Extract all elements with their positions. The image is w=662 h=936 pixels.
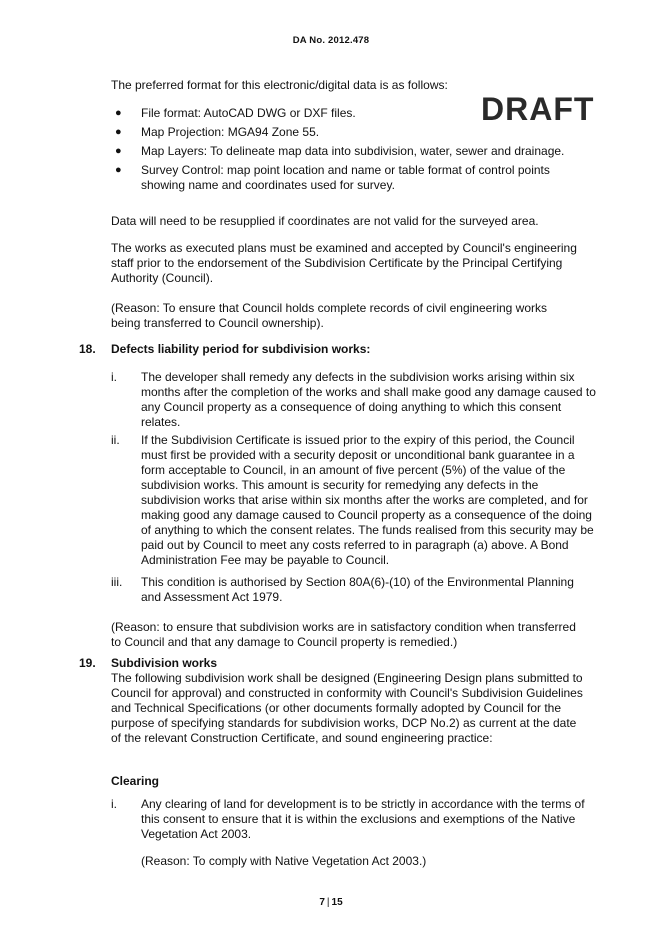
bullet-icon: ●	[115, 107, 122, 119]
draft-stamp: DRAFT	[481, 91, 595, 127]
page-separator: |	[326, 897, 330, 908]
page-number	[0, 895, 662, 910]
clearing-subheading: Clearing	[111, 774, 160, 788]
bullet-text: Survey Control: map point location and name or table format of control points showing name and coordinates used for survey.	[141, 163, 550, 192]
section-19-number: 19.	[79, 656, 96, 670]
section-19-reason: (Reason: To comply with Native Vegetation Act 2003.)	[141, 854, 427, 868]
reason-records-paragraph: (Reason: To ensure that Council holds complete records of civil engineering works being transferred to Council ownership).	[111, 301, 548, 330]
section-19-title: Subdivision works	[111, 656, 218, 670]
item-numeral: iii.	[111, 575, 123, 589]
bullet-icon: ●	[115, 126, 122, 138]
item-numeral: i.	[111, 797, 117, 811]
item-text: This condition is authorised by Section 80A(6)-(10) of the Environmental Planning and Assessment Act 1979.	[141, 575, 574, 604]
current-page: 7	[319, 897, 325, 908]
bullet-item	[113, 144, 583, 159]
item-numeral: i.	[111, 370, 117, 384]
bullet-icon: ●	[115, 145, 122, 157]
item-text: The developer shall remedy any defects in the subdivision works arising within six months after the completion of the works and shall make good any damage caused to any Council property as a consequence of doing anything to which this consent relates.	[141, 370, 596, 429]
item-text: If the Subdivision Certificate is issued prior to the expiry of this period, the Council must first be provided with a security deposit or unconditional bank guarantee in a form acceptable to Council, in an amount of five percent (5%) of the value of the subdivision works. This amount is security for remedying any defects in the subdivision works that arise within six months after the works are completed, and for making good any damage caused to Council property as a consequence of the doing of anything to which the consent relates. The funds realised from this security may be paid out by Council to meet any costs referred to in paragraph (a) above. A Bond Administration Fee may be payable to Council.	[141, 433, 594, 567]
item-numeral: ii.	[111, 433, 120, 447]
intro-paragraph: The preferred format for this electronic/digital data is as follows:	[111, 78, 448, 92]
bullet-text: File format: AutoCAD DWG or DXF files.	[141, 106, 356, 120]
bullet-item	[113, 106, 583, 121]
bullet-icon: ●	[115, 164, 122, 176]
works-executed-paragraph: The works as executed plans must be examined and accepted by Council's engineering staff prior to the endorsement of the Subdivision Certificate by the Principal Certifying Authority (Council).	[111, 241, 577, 285]
bullet-text: Map Projection: MGA94 Zone 55.	[141, 125, 320, 139]
bullet-item	[113, 163, 581, 193]
total-pages: 15	[331, 897, 343, 908]
item-text: Any clearing of land for development is to be strictly in accordance with the terms of this consent to ensure that it is within the exclusions and exemptions of the Native Vegetation Act 2003.	[141, 797, 585, 841]
section-18-number: 18.	[79, 342, 96, 356]
resupply-paragraph: Data will need to be resupplied if coordinates are not valid for the surveyed area.	[111, 214, 539, 228]
section-19-body: The following subdivision work shall be designed (Engineering Design plans submitted to Council for approval) and constructed in conformity with Council's Subdivision Guidelines and Technical Specifications (or other documents formally adopted by Council for the purpose of specifying standards for subdivision works, DCP No.2) as current at the date of the relevant Construction Certificate, and sound engineering practice:	[111, 671, 583, 745]
da-number-header: DA No. 2012.478	[292, 35, 370, 46]
section-18-title: Defects liability period for subdivision works:	[111, 342, 371, 356]
bullet-text: Map Layers: To delineate map data into subdivision, water, sewer and drainage.	[141, 144, 565, 158]
section-18-reason: (Reason: to ensure that subdivision works are in satisfactory condition when transferred to Council and that any damage to Council property is remedied.)	[111, 620, 576, 649]
format-bullet-list	[113, 106, 583, 197]
bullet-item	[113, 125, 583, 140]
